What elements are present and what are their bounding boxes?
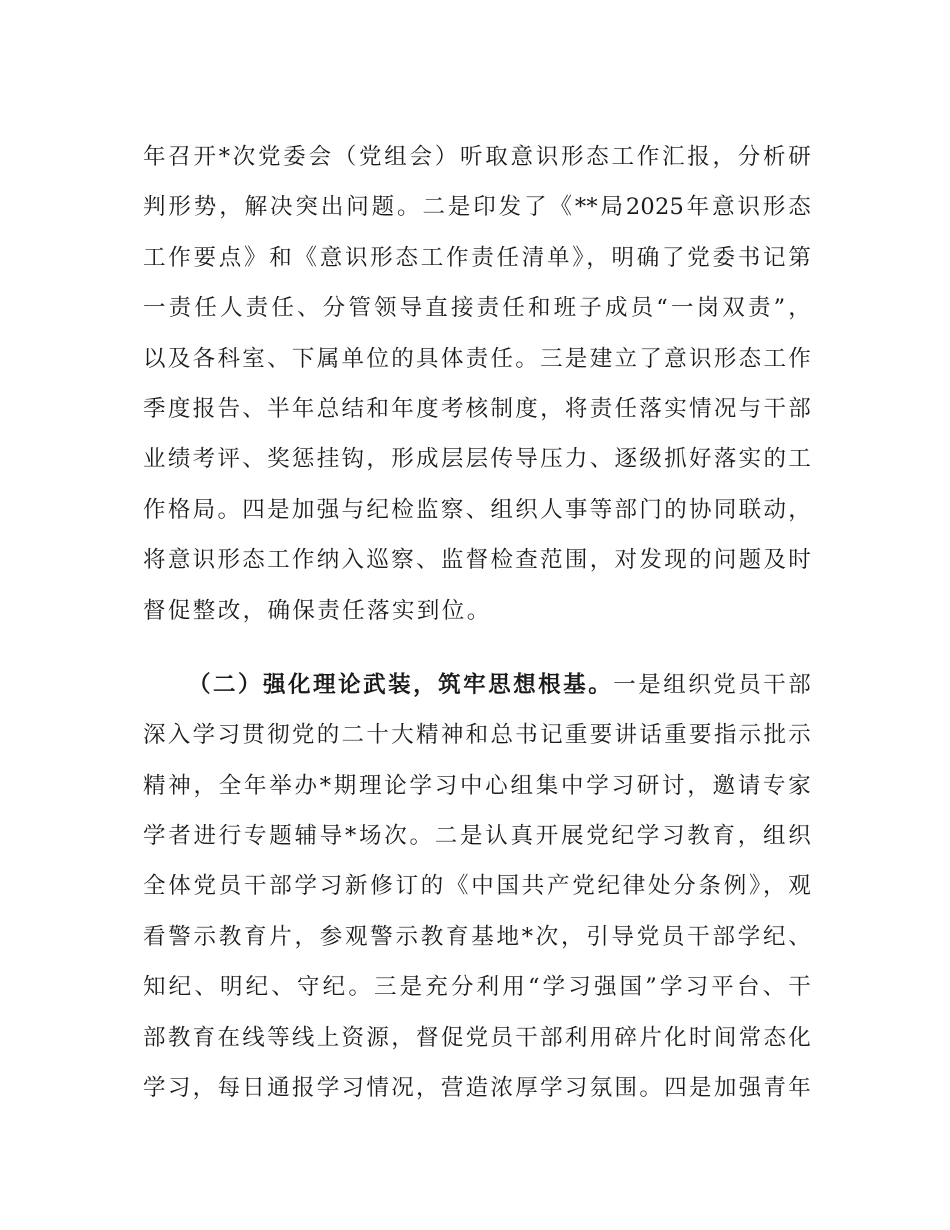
text-line: 一责任人责任、分管领导直接责任和班子成员“一岗双责”， bbox=[143, 295, 811, 322]
text-line: 学者进行专题辅导*场次。二是认真开展党纪学习教育，组织 bbox=[143, 823, 811, 850]
text-line: 工作要点》和《意识形态工作责任清单》，明确了党委书记第 bbox=[143, 244, 811, 271]
text-line: 督促整改，确保责任落实到位。 bbox=[143, 597, 492, 624]
text-line: 将意识形态工作纳入巡察、监督检查范围，对发现的问题及时 bbox=[143, 547, 811, 574]
text-line: 业绩考评、奖惩挂钩，形成层层传导压力、逐级抓好落实的工 bbox=[143, 446, 811, 473]
document-page bbox=[143, 132, 811, 1113]
text-line: 季度报告、半年总结和年度考核制度，将责任落实情况与干部 bbox=[143, 395, 811, 422]
text-line: 判形势，解决突出问题。二是印发了《**局2025年意识形态 bbox=[143, 194, 811, 221]
paragraph-theory-study bbox=[143, 660, 811, 1114]
text-line: 以及各科室、下属单位的具体责任。三是建立了意识形态工作 bbox=[143, 345, 811, 372]
heading-line-text: 一是组织党员干部 bbox=[613, 671, 811, 698]
text-line: 精神，全年举办*期理论学习中心组集中学习研讨，邀请专家 bbox=[143, 772, 811, 799]
text-line: 年召开*次党委会（党组会）听取意识形态工作汇报，分析研 bbox=[143, 144, 811, 170]
paragraph-responsibility-continuation bbox=[143, 132, 811, 636]
section-heading-line bbox=[143, 660, 811, 710]
text-line: 知纪、明纪、守纪。三是充分利用“学习强国”学习平台、干 bbox=[143, 974, 811, 1001]
text-line: 学习，每日通报学习情况，营造浓厚学习氛围。四是加强青年 bbox=[143, 1075, 811, 1102]
text-line: 部教育在线等线上资源，督促党员干部利用碎片化时间常态化 bbox=[143, 1024, 811, 1051]
section-heading: （二）强化理论武装，筑牢思想根基。 bbox=[188, 671, 614, 698]
text-line: 全体党员干部学习新修订的《中国共产党纪律处分条例》，观 bbox=[143, 873, 811, 900]
text-line: 看警示教育片，参观警示教育基地*次，引导党员干部学纪、 bbox=[143, 923, 811, 950]
text-line: 深入学习贯彻党的二十大精神和总书记重要讲话重要指示批示 bbox=[143, 722, 811, 749]
text-line: 作格局。四是加强与纪检监察、组织人事等部门的协同联动， bbox=[143, 496, 811, 523]
paragraph-spacing bbox=[143, 636, 811, 660]
